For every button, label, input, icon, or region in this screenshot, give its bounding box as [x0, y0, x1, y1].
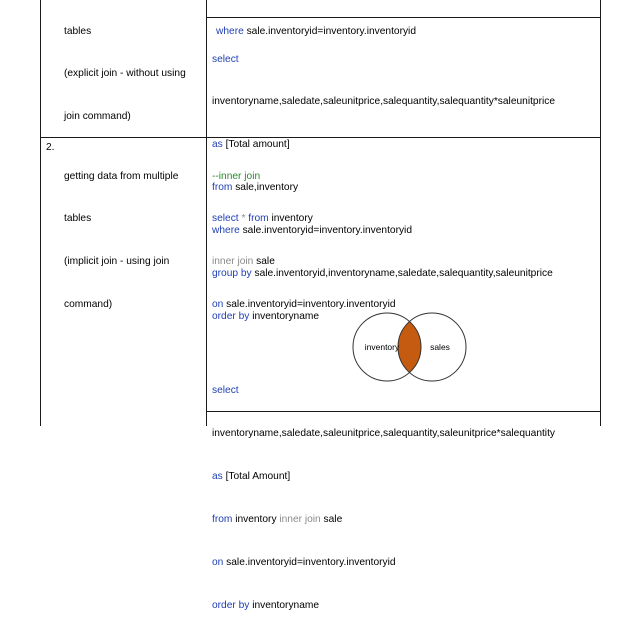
row1-description [64, 0, 186, 139]
row2-description [64, 141, 178, 327]
sql-text: sale [320, 513, 343, 525]
sql-text: inventory [232, 513, 280, 525]
sql-keyword: as [212, 470, 223, 482]
sql-keyword: from [212, 182, 233, 194]
row2-description-line: command) [64, 299, 113, 311]
sql-text: [Total amount] [222, 139, 290, 151]
sql-keyword: on [212, 556, 224, 568]
sql-text: inventoryname [249, 310, 320, 322]
sql-operator: inner join [279, 513, 321, 525]
sql-keyword: from [248, 213, 269, 225]
sql-comment: --inner join [212, 170, 261, 182]
sql-keyword: select [212, 385, 239, 397]
venn-diagram [350, 311, 470, 383]
sql-text: inventoryname,saledate,saleunitprice,salequantity,saleunitprice*salequantity [212, 427, 555, 439]
row1-description-line: join command) [64, 111, 131, 123]
sql-text: sale,inventory [232, 182, 299, 194]
row2-description-line: tables [64, 213, 92, 225]
sql-text: inventory [268, 213, 313, 225]
venn-left-label: inventory [364, 342, 400, 352]
row2-description-line: getting data from multiple [64, 170, 179, 182]
sql-text: sale.inventoryid=inventory.inventoryid [239, 225, 412, 237]
row2-description-line: (implicit join - using join [64, 256, 170, 268]
sql-text: [Total Amount] [222, 470, 291, 482]
sql-keyword: select [212, 53, 239, 65]
table-left-border [40, 0, 41, 426]
sql-keyword: where [212, 225, 240, 237]
sql-text: inventoryname,saledate,saleunitprice,salequantity,salequantity*saleunitprice [212, 96, 555, 108]
sql-keyword: from [212, 513, 233, 525]
table-column-divider [206, 0, 207, 426]
row2-number: 2. [46, 142, 55, 153]
sql-keyword: select [212, 213, 239, 225]
sql-keyword: on [212, 299, 224, 311]
table-right-border [600, 0, 601, 426]
row1-description-line: tables [64, 25, 92, 37]
sql-text: sale.inventoryid,inventoryname,saledate,salequantity,saleunitprice [251, 268, 553, 280]
row2-query [212, 141, 555, 627]
sql-operator: * [238, 213, 249, 225]
sql-text: inventoryname [249, 599, 320, 611]
sql-keyword: group by [212, 268, 252, 280]
sql-text: sale.inventoryid=inventory.inventoryid [223, 299, 396, 311]
sql-keyword: as [212, 139, 223, 151]
row1-description-line: (explicit join - without using [64, 68, 186, 80]
sql-keyword: where [216, 25, 244, 37]
sql-text: sale.inventoryid=inventory.inventoryid [223, 556, 396, 568]
sql-operator: inner join [212, 256, 254, 268]
sql-keyword: order by [212, 310, 250, 322]
sql-keyword: order by [212, 599, 250, 611]
venn-right-label: sales [430, 342, 450, 352]
sql-text: sale.inventoryid=inventory.inventoryid [243, 25, 416, 37]
sql-text: sale [253, 256, 275, 268]
